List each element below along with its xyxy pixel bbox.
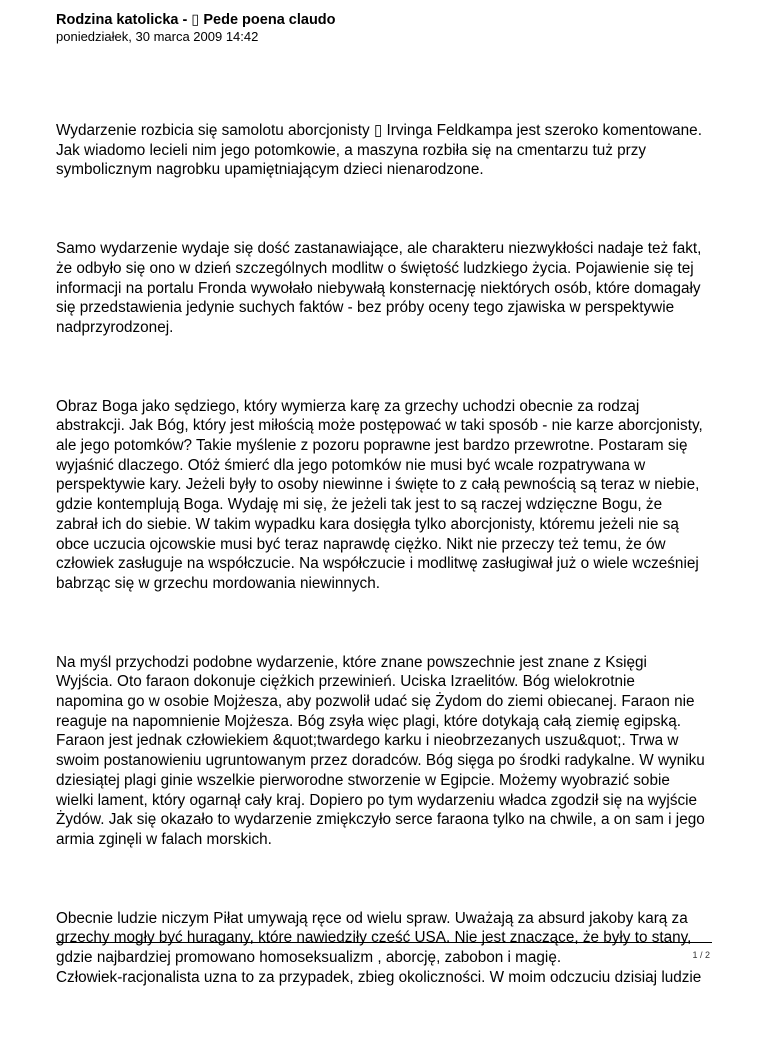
footer-divider: [56, 942, 712, 943]
article-paragraph: Na myśl przychodzi podobne wydarzenie, które znane powszechnie jest znane z Księgi Wyjścia. Oto faraon dokonuje ciężkich przewinień. Uciska Izraelitów. Bóg wielokrotnie napomina go w osobie Mojżesza, aby pozwolił udać się Żydom do ziemi obiecanej. Faraon nie reaguje na napomnienie Mojżesza. Bóg zsyła więc plagi, które dotykają całą ziemię egipską. Faraon jest jednak człowiekiem &quot;twardego karku i nieobrzezanych uszu&quot;. Trwa w swoim postanowieniu ugruntowanym przez doradców. Bóg sięga po środki radykalne. W wyniku dziesiątej plagi ginie wszelkie pierworodne stworzenie w Egipcie. Możemy wyobrazić sobie wielki lament, który ogarnął cały kraj. Dopiero po tym wydarzeniu władca zgodził się na wyjście Żydów. Jak się okazało to wydarzenie zmiękczyło serce faraona tylko na chwile, a on sam i jego armia zginęli w falach morskich.: [56, 653, 705, 848]
article-paragraph: Wydarzenie rozbicia się samolotu aborcjonisty ▯ Irvinga Feldkampa jest szeroko komentowane. Jak wiadomo lecieli nim jego potomkowie, a maszyna rozbiła się na cmentarzu tuż przy symbolicznym nagrobku upamiętniającym dzieci nienarodzone.: [56, 122, 702, 179]
article-paragraph: Obecnie ludzie niczym Piłat umywają ręce od wielu spraw. Uważają za absurd jakoby karą za grzechy mogły być huragany, które nawiedziły cześć USA. Nie jest znaczące, że były to stany, gdzie najbardziej promowano homoseksualizm , aborcję, zabobon i magię. Człowiek-racjonalista uzna to za przypadek, zbieg okoliczności. W moim odczuciu dzisiaj ludzie: [56, 909, 702, 986]
page-number: 1 / 2: [692, 950, 710, 960]
article-body: [56, 121, 716, 1047]
page-header: [56, 11, 716, 45]
article-date: poniedziałek, 30 marca 2009 14:42: [56, 29, 259, 44]
article-paragraph: Samo wydarzenie wydaje się dość zastanawiające, ale charakteru niezwykłości nadaje też fakt, że odbyło się ono w dzień szczególnych modlitw o świętość ludzkiego życia. Pojawienie się tej informacji na portalu Fronda wywołało niebywałą konsternację niektórych osób, które domagały się przedstawienia jedynie suchych faktów - bez próby oceny tego zjawiska w perspektywie nadprzyrodzonej.: [56, 240, 702, 336]
article-paragraph: Obraz Boga jako sędziego, który wymierza karę za grzechy uchodzi obecnie za rodzaj abstrakcji. Jak Bóg, który jest miłością może postępować w taki sposób - nie karze aborcjonisty, ale jego potomków? Takie myślenie z pozoru poprawne jest bardzo przewrotne. Postaram się wyjaśnić dlaczego. Otóż śmierć dla jego potomków nie musi być wcale rozpatrywana w perspektywie kary. Jeżeli były to osoby niewinne i święte to z całą pewnością są teraz w niebie, gdzie kontemplują Boga. Wydaję mi się, że jeżeli tak jest to są raczej wdzięczne Bogu, że zabrał ich do siebie. W takim wypadku kara dosięgła tylko aborcjonisty, któremu jeżeli nie są obce uczucia ojcowskie musi być teraz naprawdę ciężko. Nikt nie przeczy też temu, że ów człowiek zasługuje na współczucie. Na współczucie i modlitwę zasługiwał już o wiele wcześniej babrząc się w grzechu mordowania niewinnych.: [56, 397, 703, 592]
article-title: Rodzina katolicka - ▯ Pede poena claudo: [56, 12, 336, 28]
